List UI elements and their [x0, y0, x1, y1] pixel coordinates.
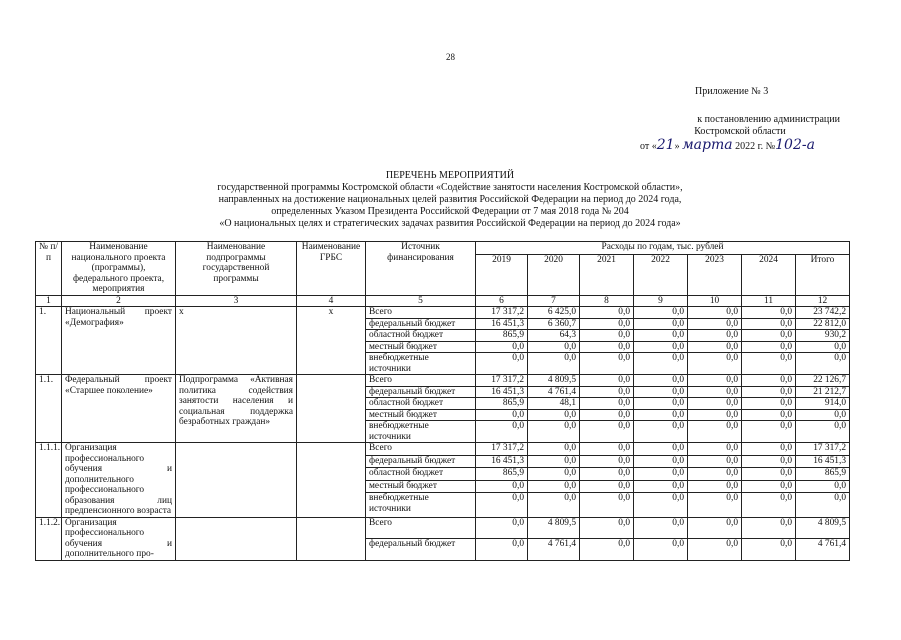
- header-year-2022: 2022: [634, 254, 688, 295]
- handwritten-number: 102-а: [775, 137, 815, 153]
- year-value: 0,0: [742, 517, 796, 539]
- funding-source: федеральный бюджет: [366, 386, 476, 398]
- funding-source: местный бюджет: [366, 409, 476, 421]
- handwritten-month: марта: [682, 137, 733, 153]
- year-value: 0,0: [528, 421, 580, 443]
- year-value: 0,0: [634, 386, 688, 398]
- year-value: 0,0: [634, 421, 688, 443]
- grbs-name: [297, 375, 366, 443]
- year-value: 0,0: [742, 353, 796, 375]
- year-value: 0,0: [634, 517, 688, 539]
- year-value: 0,0: [580, 421, 634, 443]
- year-value: 0,0: [688, 330, 742, 342]
- grbs-name: [297, 517, 366, 560]
- total-value: 930,2: [796, 330, 850, 342]
- column-numbers-row: [36, 295, 850, 307]
- appendix-label: Приложение № 3: [695, 86, 769, 97]
- year-value: 0,0: [688, 318, 742, 330]
- header-name: Наименование национального проекта (программы), федерального проекта, мероприятия: [62, 242, 176, 296]
- measure-name: Федеральный проект «Старшее поколение»: [62, 375, 176, 443]
- year-value: 0,0: [580, 307, 634, 319]
- year-value: 17 317,2: [476, 375, 528, 387]
- total-value: 22 812,0: [796, 318, 850, 330]
- year-value: 0,0: [580, 318, 634, 330]
- year-value: 0,0: [634, 455, 688, 468]
- funding-source: федеральный бюджет: [366, 455, 476, 468]
- total-value: 865,9: [796, 468, 850, 481]
- year-value: 0,0: [476, 539, 528, 561]
- year-value: 0,0: [688, 539, 742, 561]
- funding-source: областной бюджет: [366, 330, 476, 342]
- header-year-2024: 2024: [742, 254, 796, 295]
- header-year-2019: 2019: [476, 254, 528, 295]
- total-value: 0,0: [796, 480, 850, 493]
- column-number: 4: [297, 295, 366, 307]
- year-value: 0,0: [742, 318, 796, 330]
- header-year-2020: 2020: [528, 254, 580, 295]
- year-value: 0,0: [580, 375, 634, 387]
- year-value: 0,0: [476, 421, 528, 443]
- funding-source: областной бюджет: [366, 398, 476, 410]
- resolution-date-line: [640, 137, 815, 153]
- year-value: 0,0: [688, 307, 742, 319]
- year-value: 16 451,3: [476, 386, 528, 398]
- year-value: 0,0: [580, 443, 634, 456]
- year-value: 0,0: [634, 539, 688, 561]
- column-number: 5: [366, 295, 476, 307]
- title-line-2: государственной программы Костромской области «Содействие занятости населения Костромской области»,: [217, 182, 683, 193]
- total-value: 0,0: [796, 353, 850, 375]
- year-value: 0,0: [634, 353, 688, 375]
- header-num: № п/п: [36, 242, 62, 296]
- funding-source: внебюджетные источники: [366, 353, 476, 375]
- header-total: Итого: [796, 254, 850, 295]
- year-value: 0,0: [688, 455, 742, 468]
- subprogram-name: х: [176, 307, 297, 375]
- year-value: 0,0: [688, 421, 742, 443]
- header-year-2021: 2021: [580, 254, 634, 295]
- row-number: 1.1.2.: [36, 517, 62, 560]
- funding-source: федеральный бюджет: [366, 318, 476, 330]
- year-value: 0,0: [742, 421, 796, 443]
- year-value: 0,0: [688, 493, 742, 517]
- year-value: 0,0: [688, 517, 742, 539]
- year-value: 0,0: [742, 307, 796, 319]
- year-value: 0,0: [688, 480, 742, 493]
- year-value: 0,0: [634, 375, 688, 387]
- year-value: 865,9: [476, 468, 528, 481]
- year-value: 0,0: [580, 341, 634, 353]
- column-number: 2: [62, 295, 176, 307]
- title-line-3: направленных на достижение национальных целей развития Российской Федерации на период до 2024 года,: [218, 194, 682, 205]
- column-number: 7: [528, 295, 580, 307]
- year-value: 0,0: [688, 398, 742, 410]
- header-subprogram: Наименование подпрограммы государственной программы: [176, 242, 297, 296]
- year-value: 0,0: [688, 341, 742, 353]
- year-value: 0,0: [688, 353, 742, 375]
- year-value: 0,0: [634, 480, 688, 493]
- year-value: 0,0: [528, 455, 580, 468]
- year-value: 0,0: [580, 353, 634, 375]
- funding-source: Всего: [366, 517, 476, 539]
- date-prefix: от «: [640, 141, 657, 152]
- column-number: 11: [742, 295, 796, 307]
- total-value: 0,0: [796, 421, 850, 443]
- header-grbs: Наименование ГРБС: [297, 242, 366, 296]
- year-value: 0,0: [634, 398, 688, 410]
- total-value: 23 742,2: [796, 307, 850, 319]
- funding-source: Всего: [366, 443, 476, 456]
- date-mid: »: [674, 141, 683, 152]
- funding-source: местный бюджет: [366, 341, 476, 353]
- year-value: 0,0: [580, 480, 634, 493]
- year-value: 0,0: [580, 409, 634, 421]
- total-value: 0,0: [796, 493, 850, 517]
- table-row: [36, 307, 850, 319]
- year-value: 0,0: [476, 480, 528, 493]
- year-value: 0,0: [580, 517, 634, 539]
- year-value: 0,0: [688, 443, 742, 456]
- funding-source: местный бюджет: [366, 480, 476, 493]
- subprogram-name: [176, 443, 297, 518]
- year-value: 0,0: [528, 493, 580, 517]
- funding-source: внебюджетные источники: [366, 493, 476, 517]
- subprogram-name: [176, 517, 297, 560]
- measures-table: [35, 241, 850, 561]
- header-expenses: Расходы по годам, тыс. рублей: [476, 242, 850, 255]
- page-number: 28: [446, 52, 455, 62]
- total-value: 914,0: [796, 398, 850, 410]
- row-number: 1.: [36, 307, 62, 375]
- year-value: 0,0: [580, 386, 634, 398]
- year-value: 6 425,0: [528, 307, 580, 319]
- header-source: Источник финансирования: [366, 242, 476, 296]
- funding-source: внебюджетные источники: [366, 421, 476, 443]
- header-year-2023: 2023: [688, 254, 742, 295]
- funding-source: областной бюджет: [366, 468, 476, 481]
- year-value: 0,0: [580, 468, 634, 481]
- year-value: 0,0: [528, 468, 580, 481]
- funding-source: федеральный бюджет: [366, 539, 476, 561]
- year-value: 0,0: [688, 468, 742, 481]
- title-line-1: ПЕРЕЧЕНЬ МЕРОПРИЯТИЙ: [385, 170, 515, 181]
- year-value: 865,9: [476, 330, 528, 342]
- year-value: 0,0: [476, 493, 528, 517]
- year-value: 4 761,4: [528, 539, 580, 561]
- year-value: 865,9: [476, 398, 528, 410]
- total-value: 22 126,7: [796, 375, 850, 387]
- year-value: 0,0: [528, 353, 580, 375]
- column-number: 6: [476, 295, 528, 307]
- year-value: 0,0: [634, 409, 688, 421]
- year-value: 17 317,2: [476, 307, 528, 319]
- year-value: 0,0: [688, 409, 742, 421]
- total-value: 4 809,5: [796, 517, 850, 539]
- year-value: 0,0: [476, 341, 528, 353]
- year-value: 48,1: [528, 398, 580, 410]
- total-value: 16 451,3: [796, 455, 850, 468]
- table-body: [36, 307, 850, 561]
- year-value: 0,0: [476, 517, 528, 539]
- year-value: 0,0: [742, 386, 796, 398]
- resolution-line-1: к постановлению администрации: [697, 114, 840, 125]
- row-number: 1.1.1.: [36, 443, 62, 518]
- year-value: 6 360,7: [528, 318, 580, 330]
- year-value: 0,0: [634, 341, 688, 353]
- measure-name: Национальный проект «Демография»: [62, 307, 176, 375]
- year-value: 0,0: [742, 493, 796, 517]
- year-value: 0,0: [528, 480, 580, 493]
- table-row: [36, 443, 850, 456]
- year-value: 4 809,5: [528, 375, 580, 387]
- year-value: 0,0: [742, 341, 796, 353]
- column-number: 8: [580, 295, 634, 307]
- year-value: 0,0: [742, 480, 796, 493]
- column-number: 1: [36, 295, 62, 307]
- year-value: 0,0: [634, 443, 688, 456]
- year-value: 0,0: [742, 375, 796, 387]
- year-value: 0,0: [476, 409, 528, 421]
- total-value: 4 761,4: [796, 539, 850, 561]
- column-number: 9: [634, 295, 688, 307]
- year-value: 0,0: [528, 341, 580, 353]
- column-number: 3: [176, 295, 297, 307]
- row-number: 1.1.: [36, 375, 62, 443]
- year-value: 0,0: [634, 468, 688, 481]
- total-value: 17 317,2: [796, 443, 850, 456]
- resolution-line-2: Костромской области: [694, 126, 786, 137]
- date-year: 2022 г. №: [732, 141, 776, 152]
- year-value: 0,0: [742, 398, 796, 410]
- measure-name: Организация профессионального обучения и дополнительного профессионального образования лиц предпенсионного возраста: [62, 443, 176, 518]
- year-value: 0,0: [476, 353, 528, 375]
- year-value: 0,0: [742, 409, 796, 421]
- funding-source: Всего: [366, 375, 476, 387]
- year-value: 0,0: [688, 386, 742, 398]
- year-value: 0,0: [742, 443, 796, 456]
- year-value: 4 761,4: [528, 386, 580, 398]
- year-value: 0,0: [580, 539, 634, 561]
- table-header: [36, 242, 850, 307]
- year-value: 0,0: [742, 455, 796, 468]
- measure-name: Организация профессионального обучения и дополнительного про-: [62, 517, 176, 560]
- funding-source: Всего: [366, 307, 476, 319]
- year-value: 0,0: [634, 330, 688, 342]
- total-value: 0,0: [796, 341, 850, 353]
- year-value: 16 451,3: [476, 318, 528, 330]
- year-value: 0,0: [742, 539, 796, 561]
- document-title: [150, 170, 750, 230]
- year-value: 0,0: [742, 468, 796, 481]
- column-number: 10: [688, 295, 742, 307]
- table-row: [36, 517, 850, 539]
- title-line-4: определенных Указом Президента Российской Федерации от 7 мая 2018 года № 204: [271, 206, 629, 217]
- column-number: 12: [796, 295, 850, 307]
- subprogram-name: Подпрограмма «Активная политика содействия занятости населения и социальная поддержка безработных граждан»: [176, 375, 297, 443]
- total-value: 0,0: [796, 409, 850, 421]
- year-value: 16 451,3: [476, 455, 528, 468]
- year-value: 0,0: [634, 307, 688, 319]
- year-value: 0,0: [580, 493, 634, 517]
- year-value: 0,0: [688, 375, 742, 387]
- year-value: 0,0: [528, 409, 580, 421]
- year-value: 0,0: [580, 330, 634, 342]
- year-value: 4 809,5: [528, 517, 580, 539]
- table-row: [36, 375, 850, 387]
- resolution-reference: [600, 114, 840, 138]
- total-value: 21 212,7: [796, 386, 850, 398]
- grbs-name: [297, 443, 366, 518]
- year-value: 17 317,2: [476, 443, 528, 456]
- year-value: 0,0: [634, 318, 688, 330]
- year-value: 0,0: [634, 493, 688, 517]
- title-line-5: «О национальных целях и стратегических задачах развития Российской Федерации на период до 2024 года»: [219, 218, 681, 229]
- year-value: 0,0: [528, 443, 580, 456]
- year-value: 0,0: [742, 330, 796, 342]
- year-value: 64,3: [528, 330, 580, 342]
- year-value: 0,0: [580, 398, 634, 410]
- year-value: 0,0: [580, 455, 634, 468]
- handwritten-day: 21: [656, 137, 675, 153]
- grbs-name: х: [297, 307, 366, 375]
